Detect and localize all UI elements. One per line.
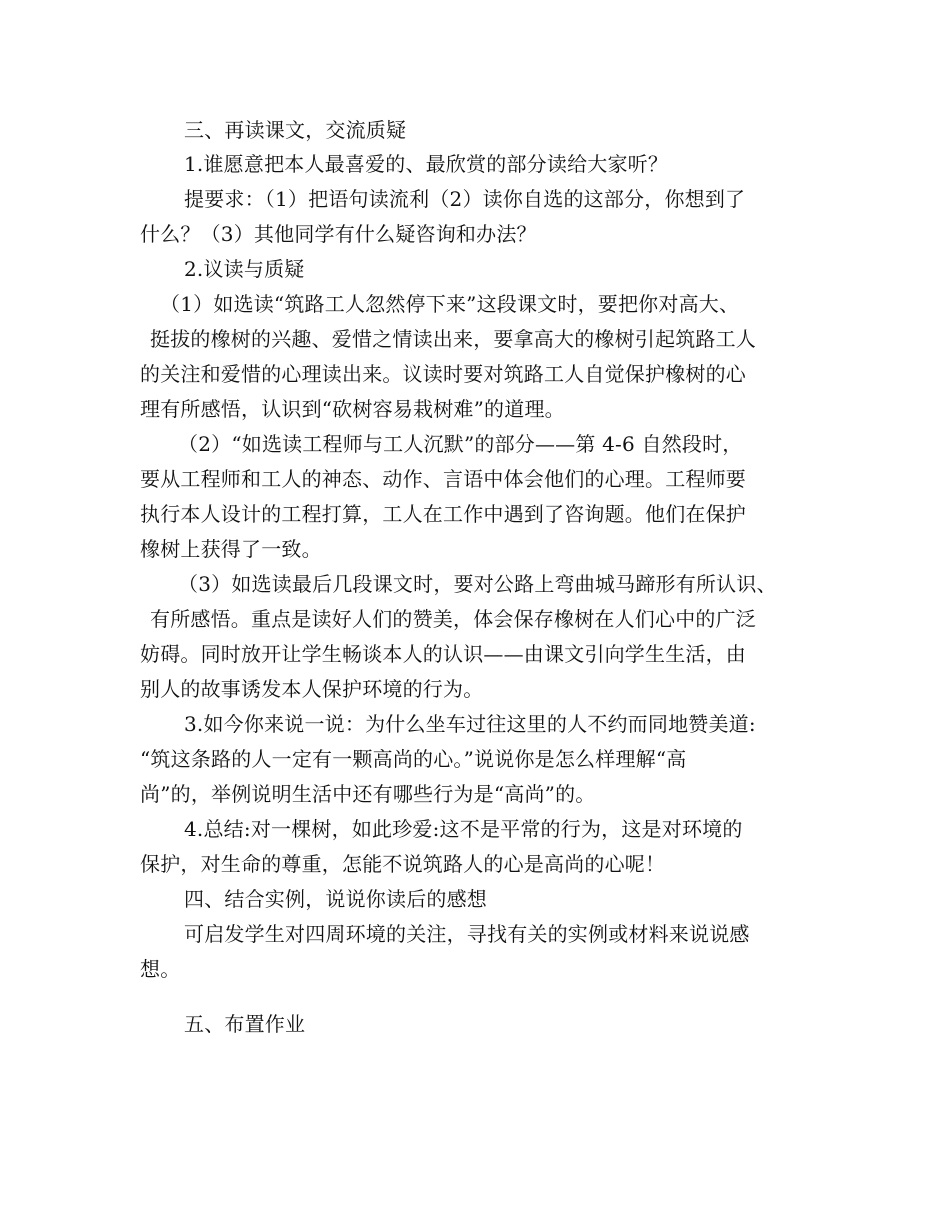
subsection-heading: 2.议读与质疑 <box>184 257 305 281</box>
paragraph-line: 保护，对生命的尊重，怎能不说筑路人的心是高尚的心呢！ <box>140 852 666 876</box>
paragraph-line: 理有所感悟，认识到“砍树容易栽树难”的道理。 <box>140 397 565 421</box>
paragraph-line: （3）如选读最后几段课文时，要对公路上弯曲城马蹄形有所认识、 <box>178 572 777 596</box>
paragraph-line: 有所感悟。重点是读好人们的赞美，体会保存橡树在人们心中的广泛 <box>150 607 756 631</box>
paragraph-line: “筑这条路的人一定有一颗高尚的心。”说说你是怎么样理解“高 <box>140 747 687 771</box>
paragraph-line: 1.谁愿意把本人最喜爱的、最欣赏的部分读给大家听？ <box>184 152 669 176</box>
paragraph-line: 3.如今你来说一说：为什么坐车过往这里的人不约而同地赞美道: <box>184 712 756 736</box>
section-heading-5: 五、布置作业 <box>184 1012 306 1036</box>
paragraph-line: 可启发学生对四周环境的关注，寻找有关的实例或材料来说说感 <box>184 922 750 946</box>
paragraph-line: 别人的故事诱发本人保护环境的行为。 <box>140 677 484 701</box>
paragraph-line: 提要求：（1）把语句读流利（2）读你自选的这部分，你想到了 <box>184 187 746 211</box>
paragraph-line: 挺拔的橡树的兴趣、爱惜之情读出来，要拿高大的橡树引起筑路工人 <box>150 327 756 351</box>
paragraph-line: 4.总结:对一棵树，如此珍爱:这不是平常的行为，这是对环境的 <box>184 817 743 841</box>
paragraph-line: （2）“如选读工程师与工人沉默”的部分——第 4-6 自然段时， <box>178 432 743 456</box>
paragraph-line: （1）如选读“筑路工人忽然停下来”这段课文时，要把你对高大、 <box>160 292 740 316</box>
paragraph-line: 尚”的，举例说明生活中还有哪些行为是“高尚”的。 <box>140 782 596 806</box>
paragraph-line: 要从工程师和工人的神态、动作、言语中体会他们的心理。工程师要 <box>140 467 746 491</box>
paragraph-line: 橡树上获得了一致。 <box>140 537 322 561</box>
paragraph-line: 的关注和爱惜的心理读出来。议读时要对筑路工人自觉保护橡树的心 <box>140 362 746 386</box>
section-heading-4: 四、结合实例，说说你读后的感想 <box>184 887 487 911</box>
paragraph-line: 妨碍。同时放开让学生畅谈本人的认识——由课文引向学生生活，由 <box>140 642 746 666</box>
section-heading-3: 三、再读课文，交流质疑 <box>184 118 407 142</box>
paragraph-line: 想。 <box>140 957 181 981</box>
paragraph-line: 什么？（3）其他同学有什么疑咨询和办法？ <box>140 222 537 246</box>
paragraph-line: 执行本人设计的工程打算，工人在工作中遇到了咨询题。他们在保护 <box>140 502 746 526</box>
